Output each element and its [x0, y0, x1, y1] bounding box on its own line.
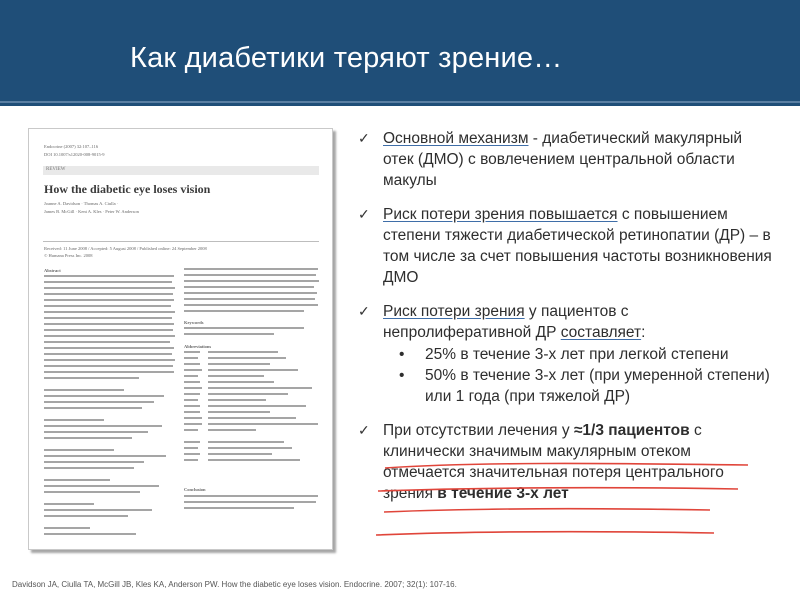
- risk-increases-link[interactable]: Риск потери зрения повышается: [383, 206, 618, 223]
- section-label-box: [43, 166, 319, 175]
- title-divider: [0, 101, 800, 103]
- checkmark-icon: ✓: [358, 206, 370, 222]
- checkmark-icon: ✓: [358, 130, 370, 146]
- bullet-mechanism: [356, 128, 776, 191]
- constitutes-link[interactable]: составляет: [560, 324, 642, 341]
- key-points: [356, 128, 776, 517]
- bullet-untreated: [356, 420, 776, 504]
- slide-title: Как диабетики теряют зрение…: [130, 42, 563, 74]
- bullet-risk-npdr: [356, 301, 776, 407]
- bold-period: в течение 3-х лет: [437, 485, 569, 502]
- keywords-text: [184, 327, 320, 337]
- abbreviations-list: [184, 351, 320, 483]
- bullet-text: у пациентов с непролиферативной ДР: [383, 303, 629, 341]
- conclusion-text: [184, 495, 320, 511]
- sublist-item: • 25% в течение 3-х лет при легкой степени: [383, 344, 776, 365]
- doi-line: DOI 10.1007/s12020-008-9015-9: [44, 152, 105, 157]
- red-underline-4: [376, 532, 714, 535]
- checkmark-icon: ✓: [358, 422, 370, 438]
- bullet-text: - диабетический макулярный отек (ДМО) с вовлечением центральной области макулы: [383, 130, 743, 189]
- left-column-text: [44, 275, 176, 539]
- risk-sublist: [383, 344, 776, 407]
- bold-fraction: ≈1/3 пациентов: [573, 422, 690, 439]
- bullet-text: с повышением степени тяжести диабетической ретинопатии (ДР) – в том числе за счет повышения частоты возникновения ДМО: [383, 206, 772, 286]
- journal-line: Endocrine (2007) 32:107–116: [44, 144, 99, 149]
- header-divider: [43, 241, 319, 242]
- authors-line-2: James B. McGill · Kent A. Kles · Peter W. Anderson: [44, 209, 139, 214]
- mechanism-link[interactable]: Основной механизм: [383, 130, 529, 147]
- abstract-heading: Abstract: [44, 268, 61, 273]
- risk-link[interactable]: Риск потери зрения: [383, 303, 525, 320]
- conclusion-heading: Conclusion: [184, 487, 206, 492]
- bullet-text-colon: :: [641, 324, 646, 341]
- received-line: Received: 11 June 2008 / Accepted: 5 August 2008 / Published online: 24 September 2008: [44, 246, 207, 251]
- section-label: REVIEW: [46, 167, 66, 172]
- title-bar: [0, 0, 800, 106]
- article-thumbnail: [28, 128, 333, 550]
- keywords-heading: Keywords: [184, 320, 204, 325]
- right-column-intro-text: [184, 268, 320, 328]
- bullet-text: с клинически значимым макулярным отеком отмечается значительная потеря центрального зрения: [383, 422, 724, 502]
- authors-line-1: Joanne A. Davidson · Thomas A. Ciulla ·: [44, 201, 119, 206]
- sublist-item: • 50% в течение 3-х лет (при умеренной степени) или 1 года (при тяжелой ДР): [383, 365, 776, 407]
- abbreviations-heading: Abbreviations: [184, 344, 212, 349]
- bullet-text: При отсутствии лечения у: [383, 422, 574, 439]
- citation: Davidson JA, Ciulla TA, McGill JB, Kles KA, Anderson PW. How the diabetic eye loses vision. Endocrine. 2007; 32(1): 107-16.: [12, 580, 457, 589]
- checkmark-icon: ✓: [358, 303, 370, 319]
- bullet-risk-increases: [356, 204, 776, 288]
- article-title: How the diabetic eye loses vision: [44, 182, 211, 196]
- copyright-line: © Humana Press Inc. 2008: [44, 253, 93, 258]
